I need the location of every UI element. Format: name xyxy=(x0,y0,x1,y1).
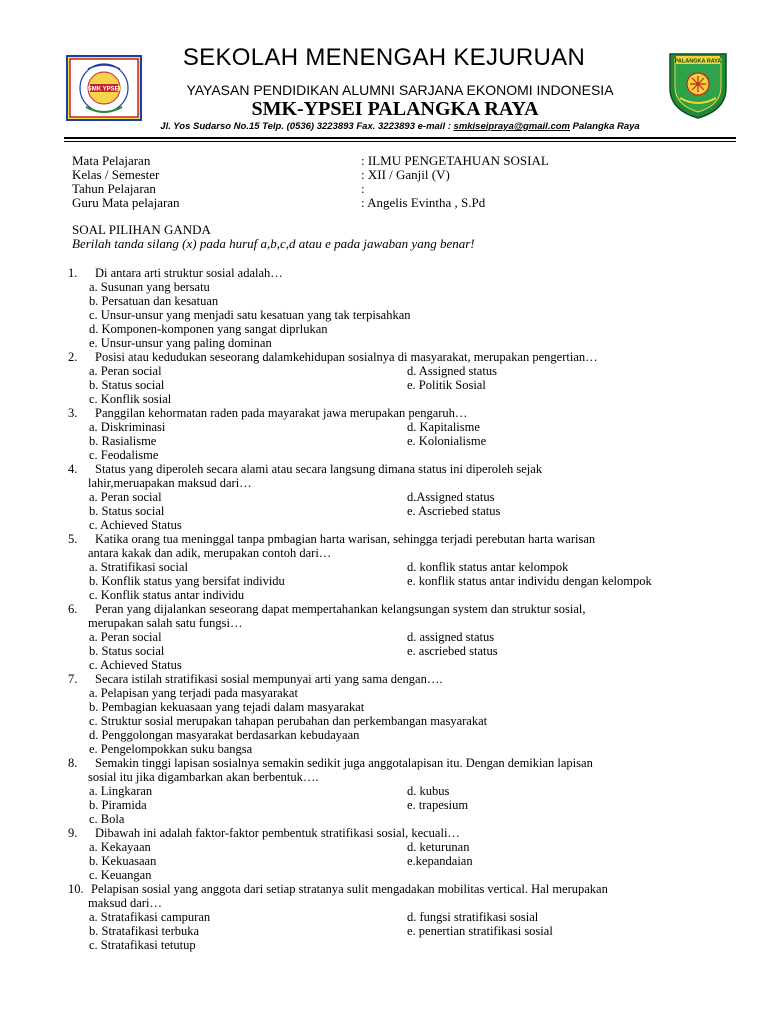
option-c: c. Achieved Status xyxy=(89,658,182,672)
foundation-name: YAYASAN PENDIDIKAN ALUMNI SARJANA EKONOMI INDONESIA xyxy=(186,82,614,98)
school-address xyxy=(0,121,768,132)
question-text: Peran yang dijalankan seseorang dapat mempertahankan kelangsungan system dan struktur sosial, xyxy=(95,602,586,616)
question-number: 5. xyxy=(68,532,78,546)
info-value: : Angelis Evintha , S.Pd xyxy=(361,195,486,210)
info-label: Guru Mata pelajaran xyxy=(72,195,180,210)
option-b: b. Rasialisme xyxy=(89,434,157,448)
option-c: c. Konflik status antar individu xyxy=(89,588,245,602)
question-number: 2. xyxy=(68,350,78,364)
option-a: a. Peran social xyxy=(89,490,162,504)
option-a: a. Peran social xyxy=(89,630,162,644)
question-number: 4. xyxy=(68,462,78,476)
option-d: d. Kapitalisme xyxy=(407,420,480,434)
question-7 xyxy=(0,672,768,686)
option-c: c. Unsur-unsur yang menjadi satu kesatuan yang tak terpisahkan xyxy=(89,308,411,322)
option-c: c. Konflik sosial xyxy=(89,392,172,406)
option-d: d. konflik status antar kelompok xyxy=(407,560,569,574)
email-link[interactable]: smkiseipraya@gmail.com xyxy=(453,121,570,132)
question-text: Posisi atau kedudukan seseorang dalamkehidupan sosialnya di masyarakat, merupakan pengertian… xyxy=(95,350,598,364)
question-number: 10. xyxy=(68,882,84,896)
option-c: c. Feodalisme xyxy=(89,448,159,462)
option-b: b. Status social xyxy=(89,644,165,658)
info-label: Kelas / Semester xyxy=(72,167,160,182)
question-1 xyxy=(0,266,768,280)
question-text: Katika orang tua meninggal tanpa pmbagian harta warisan, sehingga terjadi perebutan harta warisan xyxy=(95,532,596,546)
option-d: d.Assigned status xyxy=(407,490,495,504)
question-text-cont: antara kakak dan adik, merupakan contoh dari… xyxy=(88,546,332,560)
info-value: : xyxy=(361,181,365,196)
info-value: : XII / Ganjil (V) xyxy=(361,167,450,182)
option-d: d. kubus xyxy=(407,784,450,798)
question-number: 9. xyxy=(68,826,78,840)
option-a: a. Diskriminasi xyxy=(89,420,166,434)
option-b: b. Status social xyxy=(89,504,165,518)
question-3 xyxy=(0,406,768,420)
option-e: e. Unsur-unsur yang paling dominan xyxy=(89,336,272,350)
option-d: d. Penggolongan masyarakat berdasarkan kebudayaan xyxy=(89,728,360,742)
option-b: b. Kekuasaan xyxy=(89,854,157,868)
option-e: e. ascriebed status xyxy=(407,644,498,658)
address-city: Palangka Raya xyxy=(570,121,640,132)
question-number: 7. xyxy=(68,672,78,686)
emblem-text: PALANGKA RAYA xyxy=(674,58,722,65)
question-number: 1. xyxy=(68,266,78,280)
question-number: 6. xyxy=(68,602,78,616)
option-a: a. Kekayaan xyxy=(89,840,151,854)
question-text: Status yang diperoleh secara alami atau secara langsung dimana status ini diperoleh sejak xyxy=(95,462,543,476)
question-8 xyxy=(0,756,768,770)
address-text: Jl. Yos Sudarso No.15 Telp. (0536) 3223893 Fax. 3223893 e-mail : xyxy=(160,121,454,132)
option-c: c. Stratafikasi tetutup xyxy=(89,938,196,952)
option-e: e. Ascriebed status xyxy=(407,504,501,518)
question-number: 3. xyxy=(68,406,78,420)
option-b: b. Persatuan dan kesatuan xyxy=(89,294,219,308)
option-b: b. Status social xyxy=(89,378,165,392)
school-name: SMK-YPSEI PALANGKA RAYA xyxy=(251,98,539,120)
option-e: e. trapesium xyxy=(407,798,469,812)
option-a: a. Susunan yang bersatu xyxy=(89,280,210,294)
option-e: e. Kolonialisme xyxy=(407,434,487,448)
option-c: c. Achieved Status xyxy=(89,518,182,532)
option-b: b. Stratafikasi terbuka xyxy=(89,924,200,938)
question-text: Di antara arti struktur sosial adalah… xyxy=(95,266,283,280)
option-a: a. Stratafikasi campuran xyxy=(89,910,211,924)
logo-left-text: SMK YPSEI xyxy=(87,86,121,93)
question-6 xyxy=(0,602,768,616)
info-label: Tahun Pelajaran xyxy=(72,181,156,196)
option-d: d. keturunan xyxy=(407,840,470,854)
option-b: b. Piramida xyxy=(89,798,147,812)
option-c: c. Keuangan xyxy=(89,868,152,882)
school-type-title: SEKOLAH MENENGAH KEJURUAN xyxy=(182,44,586,71)
question-text-cont: lahir,meruapakan maksud dari… xyxy=(88,476,252,490)
option-d: d. Komponen-komponen yang sangat diprlukan xyxy=(89,322,328,336)
question-text: Dibawah ini adalah faktor-faktor pembentuk stratifikasi sosial, kecuali… xyxy=(95,826,460,840)
question-2 xyxy=(0,350,768,364)
option-e: e. Politik Sosial xyxy=(407,378,486,392)
option-b: b. Pembagian kekuasaan yang tejadi dalam masyarakat xyxy=(89,700,365,714)
question-text: Pelapisan sosial yang anggota dari setiap stratanya sulit mengadakan mobilitas vertical. Hal merupakan xyxy=(91,882,608,896)
question-9 xyxy=(0,826,768,840)
header-divider xyxy=(64,137,736,139)
info-label: Mata Pelajaran xyxy=(72,153,151,168)
section-title: SOAL PILIHAN GANDA xyxy=(72,222,211,237)
option-c: c. Struktur sosial merupakan tahapan perubahan dan perkembangan masyarakat xyxy=(89,714,488,728)
question-text: Secara istilah stratifikasi sosial mempunyai arti yang sama dengan…. xyxy=(95,672,443,686)
option-e: e. Pengelompokkan suku bangsa xyxy=(89,742,253,756)
option-b: b. Konflik status yang bersifat individu xyxy=(89,574,285,588)
option-e: e.kepandaian xyxy=(407,854,473,868)
option-e: e. penertian stratifikasi sosial xyxy=(407,924,553,938)
option-a: a. Peran social xyxy=(89,364,162,378)
question-text-cont: maksud dari… xyxy=(88,896,162,910)
option-d: d. fungsi stratifikasi sosial xyxy=(407,910,539,924)
header-divider-thin xyxy=(64,141,736,142)
option-a: a. Lingkaran xyxy=(89,784,153,798)
question-text: Panggilan kehormatan raden pada mayarakat jawa merupakan pengaruh… xyxy=(95,406,468,420)
option-d: d. Assigned status xyxy=(407,364,497,378)
option-a: a. Stratifikasi social xyxy=(89,560,188,574)
option-e: e. konflik status antar individu dengan kelompok xyxy=(407,574,652,588)
instruction: Berilah tanda silang (x) pada huruf a,b,c,d atau e pada jawaban yang benar! xyxy=(72,236,475,251)
question-10 xyxy=(0,882,768,896)
question-4 xyxy=(0,462,768,476)
question-text: Semakin tinggi lapisan sosialnya semakin sedikit juga anggotalapisan itu. Dengan demikian lapisan xyxy=(95,756,593,770)
option-d: d. assigned status xyxy=(407,630,495,644)
question-text-cont: merupakan salah satu fungsi… xyxy=(88,616,243,630)
question-5 xyxy=(0,532,768,546)
question-number: 8. xyxy=(68,756,78,770)
option-a: a. Pelapisan yang terjadi pada masyarakat xyxy=(89,686,298,700)
option-c: c. Bola xyxy=(89,812,125,826)
question-text-cont: sosial itu jika digambarkan akan berbentuk…. xyxy=(88,770,319,784)
info-value: : ILMU PENGETAHUAN SOSIAL xyxy=(361,153,549,168)
